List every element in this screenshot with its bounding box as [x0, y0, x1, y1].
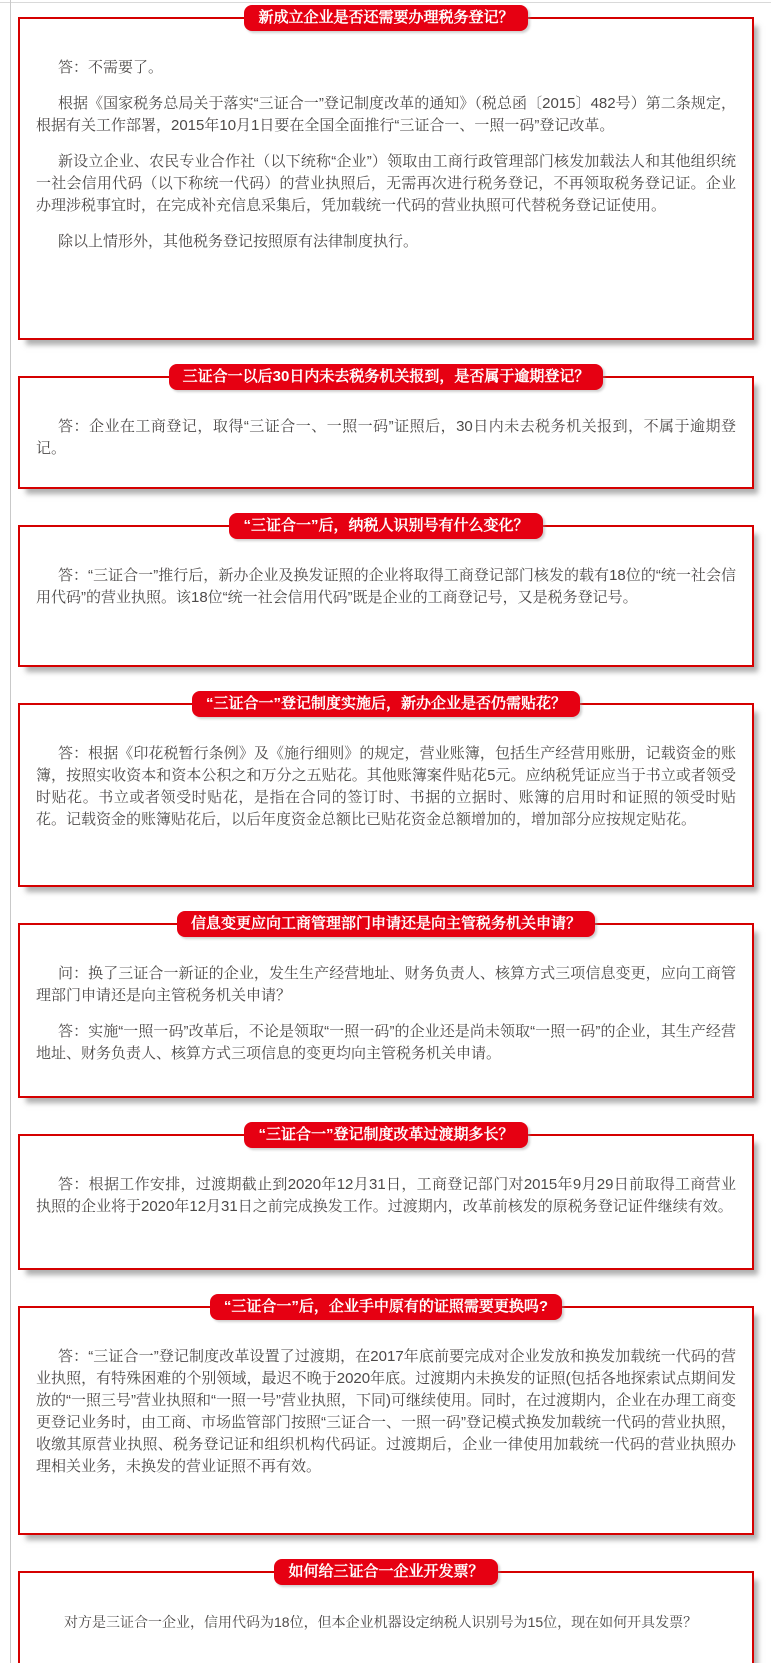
- question-badge: “三证合一”后，纳税人识别号有什么变化？: [229, 513, 542, 539]
- answer-paragraph: 答：根据工作安排，过渡期截止到2020年12月31日，工商登记部门对2015年9月29日前取得工商营业执照的企业将于2020年12月31日之前完成换发工作。过渡期内，改革前核发的原税务登记证件继续有效。: [36, 1176, 736, 1215]
- answer-body: [36, 743, 736, 831]
- answer-paragraph: 除以上情形外，其他税务登记按照原有法律制度执行。: [58, 233, 419, 250]
- answer-paragraph: 新设立企业、农民专业合作社（以下统称“企业”）领取由工商行政管理部门核发加载法人和其他组织统一社会信用代码（以下称统一代码）的营业执照后，无需再次进行税务登记，不再领取税务登记证。企业办理涉税事宜时，在完成补充信息采集后，凭加载统一代码的营业执照可代替税务登记证使用。: [36, 153, 736, 214]
- answer-paragraph: 问：换了三证合一新证的企业，发生生产经营地址、财务负责人、核算方式三项信息变更，应向工商管理部门申请还是向主管税务机关申请？: [36, 965, 736, 1004]
- question-badge: “三证合一”登记制度改革过渡期多长？: [244, 1122, 527, 1148]
- answer-body: [36, 57, 736, 253]
- answer-paragraph: 根据《国家税务总局关于落实“三证合一”登记制度改革的通知》（税总函〔2015〕482号）第二条规定，根据有关工作部署，2015年10月1日要在全国全面推行“三证合一、一照一码”登记改革。: [36, 95, 736, 134]
- answer-body: [36, 963, 736, 1065]
- faq-box-2: [18, 368, 754, 489]
- faq-box-5: [18, 915, 754, 1098]
- answer-paragraph: 对方是三证合一企业，信用代码为18位，但本企业机器设定纳税人识别号为15位，现在如何开具发票？: [64, 1614, 698, 1630]
- faq-box-4: [18, 695, 754, 887]
- question-badge: 如何给三证合一企业开发票？: [274, 1559, 497, 1585]
- question-badge: 新成立企业是否还需要办理税务登记？: [244, 5, 527, 31]
- answer-paragraph: 答：不需要了。: [58, 59, 164, 76]
- answer-body: [36, 565, 736, 609]
- faq-box-1: [18, 9, 754, 340]
- answer-body: [36, 1174, 736, 1218]
- answer-paragraph: 答：“三证合一”推行后，新办企业及换发证照的企业将取得工商登记部门核发的载有18位的“统一社会信用代码”的营业执照。该18位“统一社会信用代码”既是企业的工商登记号，又是税务登记号。: [36, 567, 736, 606]
- answer-body: [36, 1611, 736, 1633]
- question-badge: “三证合一”后，企业手中原有的证照需要更换吗?: [210, 1294, 562, 1320]
- question-badge: 信息变更应向工商管理部门申请还是向主管税务机关申请？: [177, 911, 595, 937]
- answer-paragraph: 答：企业在工商登记，取得“三证合一、一照一码”证照后，30日内未去税务机关报到，不属于逾期登记。: [36, 418, 736, 457]
- question-badge: 三证合一以后30日内未去税务机关报到，是否属于逾期登记？: [169, 364, 604, 390]
- answer-body: [36, 1346, 736, 1478]
- answer-paragraph: 答：实施“一照一码”改革后，不论是领取“一照一码”的企业还是尚未领取“一照一码”的企业，其生产经营地址、财务负责人、核算方式三项信息的变更均向主管税务机关申请。: [36, 1023, 736, 1062]
- question-badge: “三证合一”登记制度实施后，新办企业是否仍需贴花？: [192, 691, 580, 717]
- faq-box-6: [18, 1126, 754, 1270]
- answer-body: [36, 416, 736, 460]
- faq-box-7: [18, 1298, 754, 1535]
- answer-paragraph: 答：根据《印花税暂行条例》及《施行细则》的规定，营业账簿，包括生产经营用账册，记载资金的账簿，按照实收资本和资本公积之和万分之五贴花。其他账簿案件贴花5元。应纳税凭证应当于书立或者领受时贴花。书立或者领受时贴花，是指在合同的签订时、书据的立据时、账簿的启用时和证照的领受时贴花。记载资金的账簿贴花后，以后年度资金总额比已贴花资金总额增加的，增加部分应按规定贴花。: [36, 745, 736, 828]
- faq-box-3: [18, 517, 754, 667]
- faq-box-8: [18, 1563, 754, 1663]
- answer-paragraph: 答：“三证合一”登记制度改革设置了过渡期，在2017年底前要完成对企业发放和换发加载统一代码的营业执照，有特殊困难的个别领域，最迟不晚于2020年底。过渡期内未换发的证照(包括各地探索试点期间发放的“一照三号”营业执照和“一照一号”营业执照，下同)可继续使用。同时，在过渡期内，企业在办理工商变更登记业务时，由工商、市场监管部门按照“三证合一、一照一码”登记模式换发加载统一代码的营业执照，收缴其原营业执照、税务登记证和组织机构代码证。过渡期后，企业一律使用加载统一代码的营业执照办理相关业务，未换发的营业证照不再有效。: [36, 1348, 736, 1475]
